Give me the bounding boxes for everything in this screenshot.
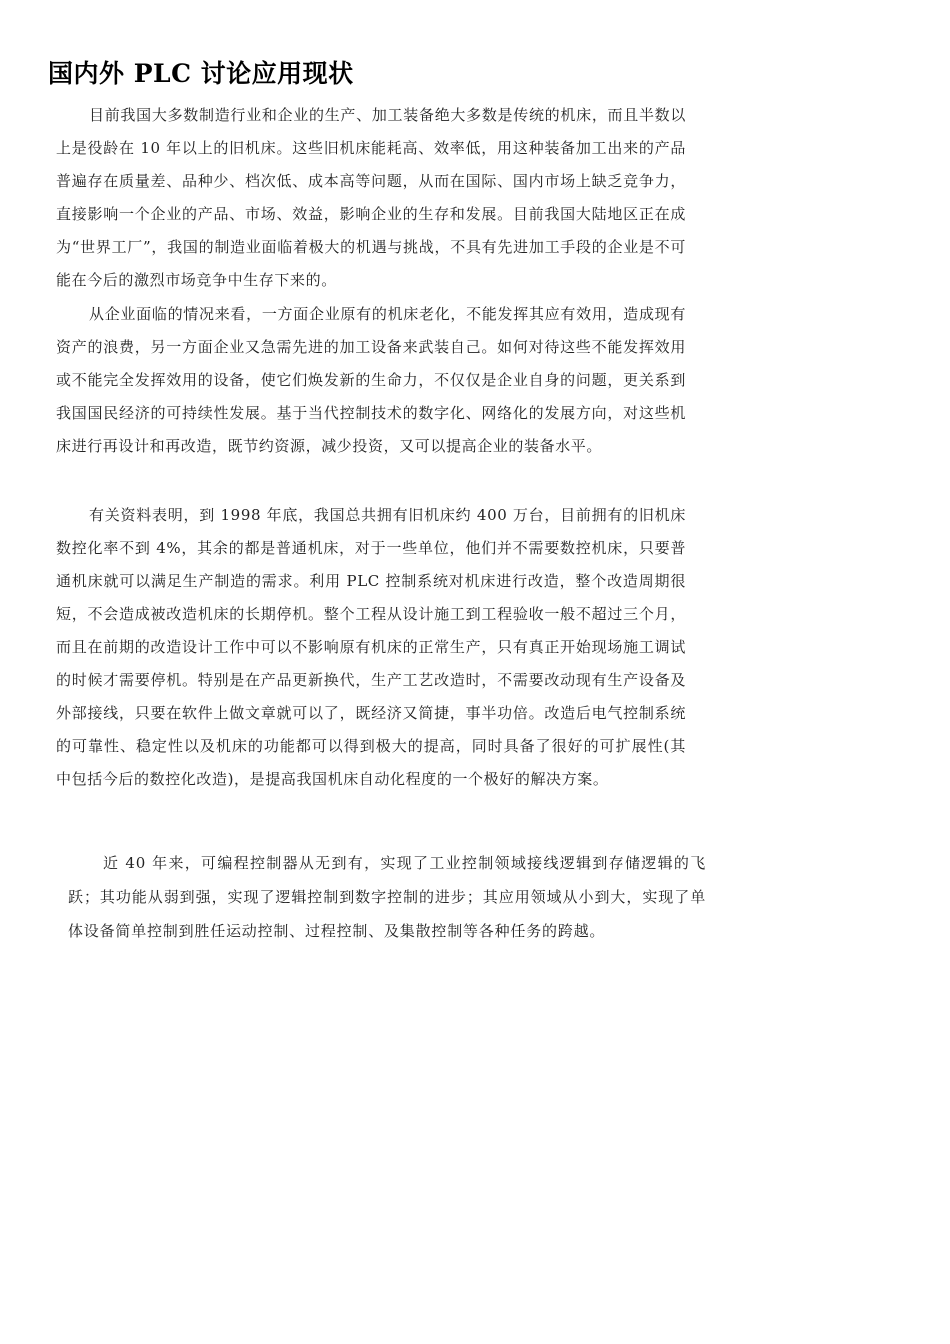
page-title: 国内外 PLC 讨论应用现状 — [48, 59, 354, 88]
body-paragraph-3: 有关资料表明，到 1998 年底，我国总共拥有旧机床约 400 万台，目前拥有的旧机床数控化率不到 4%，其余的都是普通机床，对于一些单位，他们并不需要数控机床，只要普通机床就可以满足生产制造的需求。利用 PLC 控制系统对机床进行改造，整个改造周期很短，不会造成被改造机床的长期停机。整个工程从设计施工到工程验收一般不超过三个月，而且在前期的改造设计工作中可以不影响原有机床的正常生产，只有真正开始现场施工调试的时候才需要停机。特别是在产品更新换代，生产工艺改造时，不需要改动现有生产设备及外部接线，只要在软件上做文章就可以了，既经济又简捷，事半功倍。改造后电气控制系统的可靠性、稳定性以及机床的功能都可以得到极大的提高，同时具备了很好的可扩展性(其中包括今后的数控化改造)，是提高我国机床自动化程度的一个极好的解决方案。 — [56, 506, 686, 788]
body-paragraph-4: 近 40 年来，可编程控制器从无到有，实现了工业控制领域接线逻辑到存储逻辑的飞跃；其功能从弱到强，实现了逻辑控制到数字控制的进步；其应用领域从小到大，实现了单体设备简单控制到胜任运动控制、过程控制、及集散控制等各种任务的跨越。 — [68, 854, 706, 940]
body-paragraph-1: 目前我国大多数制造行业和企业的生产、加工装备绝大多数是传统的机床，而且半数以上是役龄在 10 年以上的旧机床。这些旧机床能耗高、效率低，用这种装备加工出来的产品普遍存在质量差、品种少、档次低、成本高等问题，从而在国际、国内市场上缺乏竞争力，直接影响一个企业的产品、市场、效益，影响企业的生存和发展。目前我国大陆地区正在成为“世界工厂”，我国的制造业面临着极大的机遇与挑战，不具有先进加工手段的企业是不可能在今后的激烈市场竞争中生存下来的。 — [56, 106, 686, 289]
body-paragraph-2: 从企业面临的情况来看，一方面企业原有的机床老化，不能发挥其应有效用，造成现有资产的浪费，另一方面企业又急需先进的加工设备来武装自己。如何对待这些不能发挥效用或不能完全发挥效用的设备，使它们焕发新的生命力，不仅仅是企业自身的问题，更关系到我国国民经济的可持续性发展。基于当代控制技术的数字化、网络化的发展方向，对这些机床进行再设计和再改造，既节约资源，减少投资，又可以提高企业的装备水平。 — [56, 305, 686, 455]
